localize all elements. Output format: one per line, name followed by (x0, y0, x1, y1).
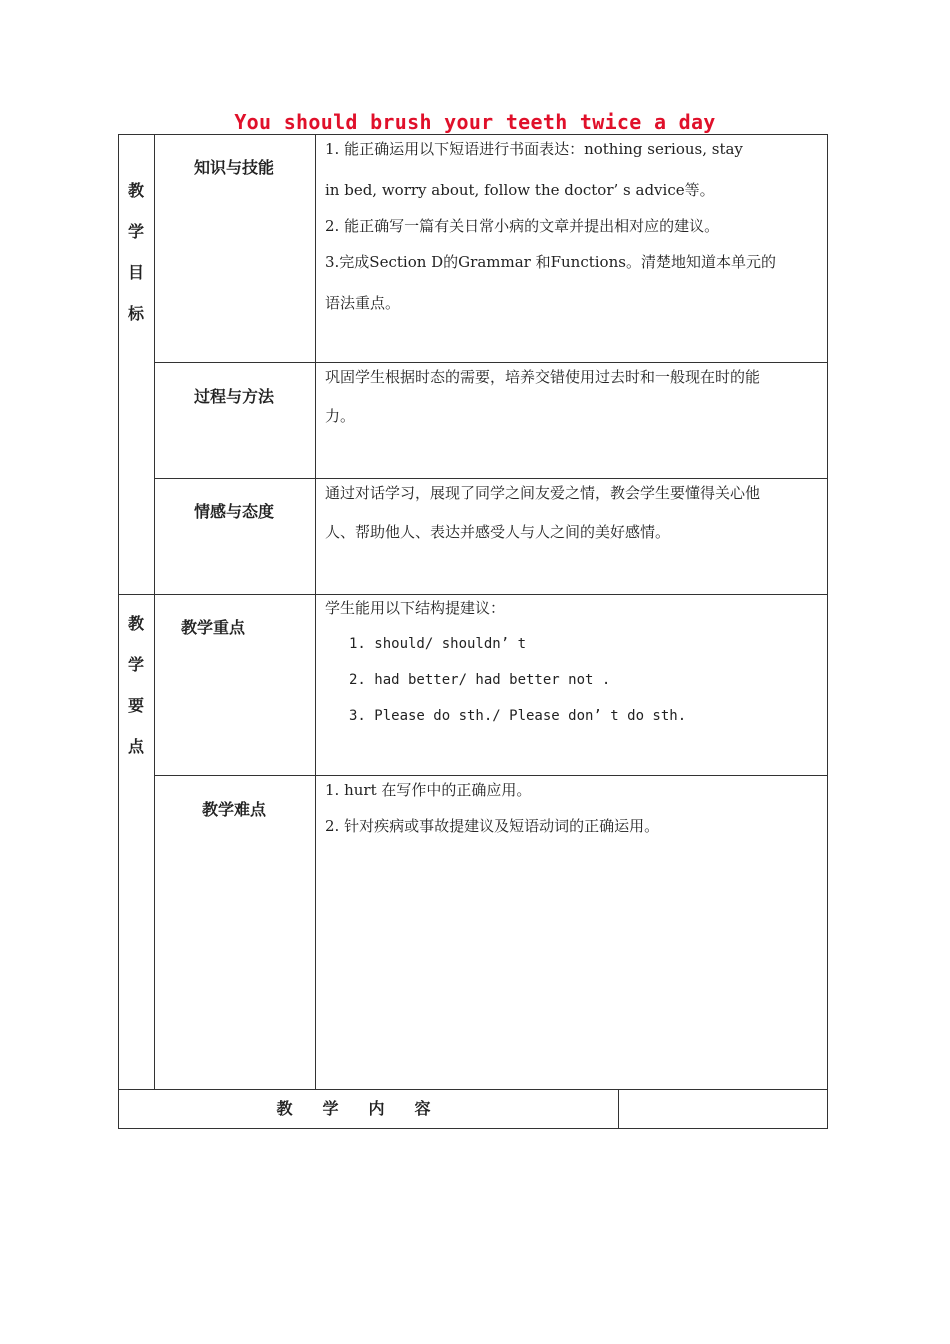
list-item: 3. Please do sth./ Please don’ t do sth. (349, 708, 687, 724)
content-line: 语法重点。 (325, 294, 401, 312)
footer-column-divider (618, 1089, 619, 1129)
section-label-objectives (118, 170, 154, 334)
content-line: 力。 (325, 407, 356, 425)
content-teaching-focus (325, 597, 821, 727)
section-label-key-points (118, 603, 154, 767)
category-knowledge-skills: 知识与技能 (194, 158, 275, 177)
content-line: 学生能用以下结构提建议： (325, 599, 506, 617)
row-divider-1 (154, 362, 828, 363)
content-line: 人、帮助他人、表达并感受人与人之间的美好感情。 (325, 523, 671, 541)
label-char: 要 (127, 696, 144, 715)
row-divider-2 (154, 478, 828, 479)
document-title: You should brush your teeth twice a day (234, 110, 716, 134)
label-char: 学 (127, 655, 144, 674)
content-line: 巩固学生根据时态的需要，培养交错使用过去时和一般现在时的能 (325, 368, 761, 386)
section-divider (118, 594, 828, 595)
row-divider-3 (154, 775, 828, 776)
content-line: 1. 能正确运用以下短语进行书面表达：nothing serious, stay (325, 140, 743, 158)
label-char: 教 (127, 614, 144, 633)
content-teaching-difficulties (325, 779, 821, 837)
column-divider-category (315, 134, 316, 1090)
category-teaching-difficulties: 教学难点 (202, 800, 267, 819)
table-border-bottom (118, 1128, 828, 1129)
table-border-right (827, 134, 828, 1129)
table-border-top (118, 134, 828, 135)
content-process-methods (325, 366, 821, 427)
category-process-methods: 过程与方法 (194, 387, 275, 406)
category-emotions-attitudes: 情感与态度 (194, 502, 275, 521)
content-line: 1. hurt 在写作中的正确应用。 (325, 781, 532, 799)
column-divider-label (154, 134, 155, 1090)
label-char: 学 (127, 222, 144, 241)
content-emotions-attitudes (325, 482, 821, 543)
footer-divider (118, 1089, 828, 1090)
category-teaching-focus: 教学重点 (181, 618, 246, 637)
content-line: in bed, worry about, follow the doctor’ s advice等。 (325, 181, 715, 199)
content-line: 2. 针对疾病或事故提建议及短语动词的正确运用。 (325, 817, 660, 835)
label-char: 标 (127, 304, 144, 323)
content-line: 通过对话学习，展现了同学之间友爱之情，教会学生要懂得关心他 (325, 484, 761, 502)
list-item: 1. should/ shouldn’ t (349, 636, 527, 652)
list-item: 2. had better/ had better not . (349, 672, 611, 688)
content-knowledge-skills (325, 138, 821, 314)
label-char: 点 (127, 737, 144, 756)
label-char: 目 (127, 263, 144, 282)
content-line: 2. 能正确写一篇有关日常小病的文章并提出相对应的建议。 (325, 217, 720, 235)
label-char: 教 (127, 181, 144, 200)
teaching-content-heading: 教学内容 (276, 1099, 461, 1118)
content-line: 3.完成Section D的Grammar 和Functions。清楚地知道本单元的 (325, 253, 776, 271)
